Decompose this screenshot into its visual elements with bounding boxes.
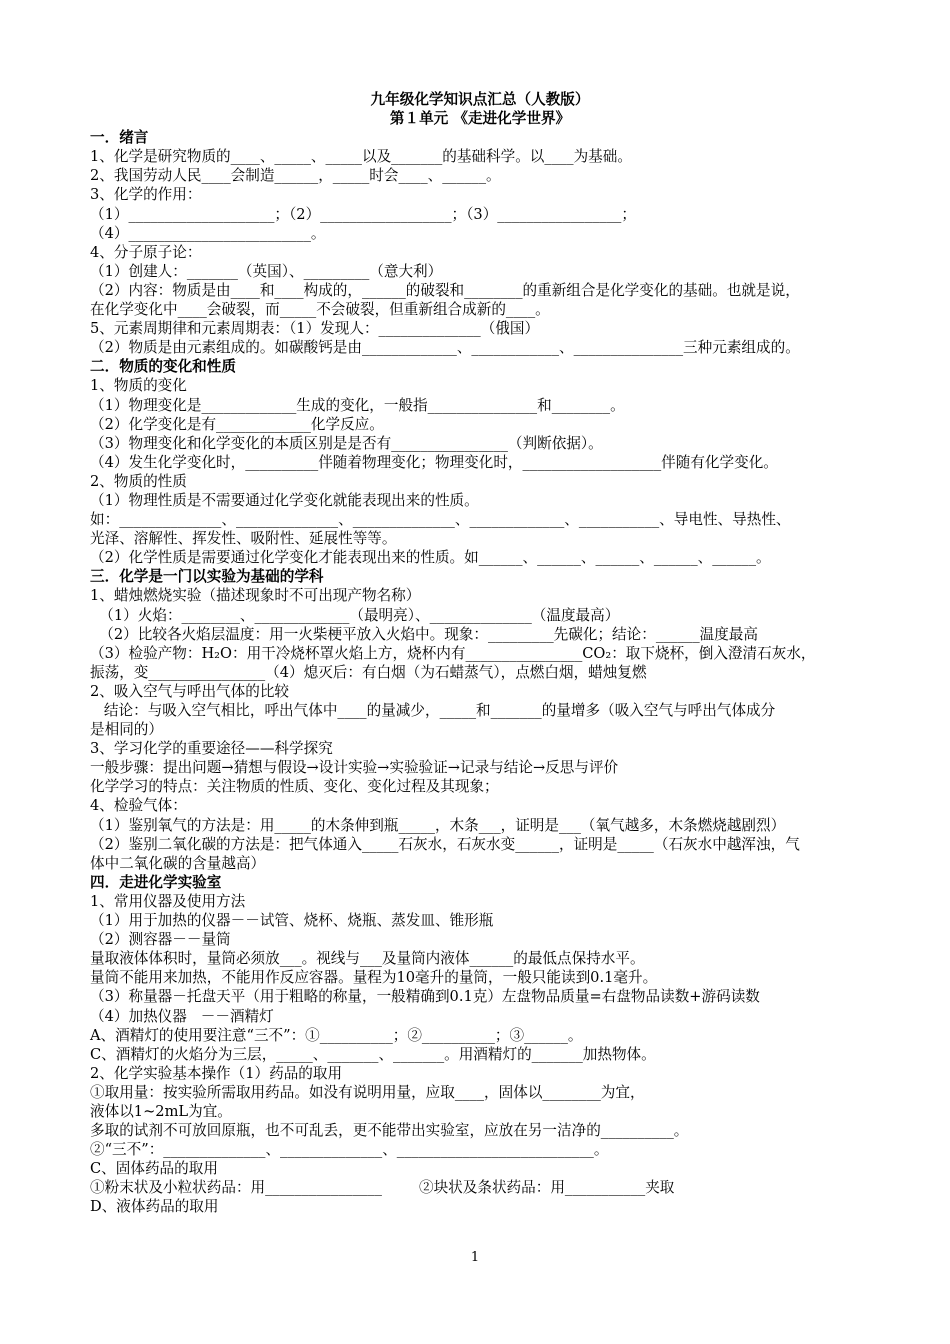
text-line: ②“三不”：______________、______________、___________________________。	[90, 1141, 609, 1159]
document-body	[90, 128, 870, 1216]
text-line: 多取的试剂不可放回原瓶，也不可乱丢，更不能带出实验室，应放在另一洁净的__________。	[90, 1122, 689, 1140]
text-line: 3、学习化学的重要途径——科学探究	[90, 740, 333, 758]
text-line: C、固体药品的取用	[90, 1160, 218, 1178]
section-heading: 一．绪言	[90, 129, 149, 147]
text-line: ①取用量：按实验所需取用药品。如没有说明用量，应取____，固体以________为宜，	[90, 1083, 645, 1101]
text-line: C、酒精灯的火焰分为三层，_____、_______、_______。用酒精灯的_______加热物体。	[90, 1045, 656, 1063]
text-line: （2）化学变化是有_____________化学反应。	[90, 415, 384, 433]
text-line: 液体以1~2mL为宜。	[90, 1102, 232, 1120]
text-line: （2）比较各火焰层温度：用一火柴梗平放入火焰中。现象：_________先碳化；结论：______温度最高	[90, 625, 758, 643]
document-page	[90, 90, 870, 1217]
section-heading: 四．走进化学实验室	[90, 873, 222, 891]
text-line: （1）火焰：________、_____________（最明亮）、______________（温度最高）	[90, 606, 620, 624]
text-line: （2）测容器－－量筒	[90, 931, 231, 949]
text-line: 量筒不能用来加热，不能用作反应容器。量程为10毫升的量筒，一般只能读到0.1毫升。	[90, 969, 658, 987]
text-line: 1、常用仪器及使用方法	[90, 892, 246, 910]
text-line: A、酒精灯的使用要注意“三不”：①__________；②__________；③______。	[90, 1026, 583, 1044]
text-line: （4）_________________________。	[90, 224, 326, 242]
text-line: 1、化学是研究物质的____、_____、_____以及_______的基础科学。以____为基础。	[90, 148, 632, 166]
unit-title: 第１单元 《走进化学世界》	[389, 110, 571, 128]
text-line: （2）化学性质是需要通过化学变化才能表现出来的性质。如______、______、______、______、______。	[90, 549, 771, 567]
text-line: 4、检验气体：	[90, 797, 187, 815]
text-line: （1）物理性质是不需要通过化学变化就能表现出来的性质。	[90, 491, 479, 509]
text-line: 2、化学实验基本操作（1）药品的取用	[90, 1064, 343, 1082]
text-line: （1）物理变化是_____________生成的变化，一般指_______________和________。	[90, 396, 625, 414]
text-line: 如：______________、______________、______________、_____________、___________、导电性、导热性、	[90, 511, 791, 529]
text-line: 体中二氧化碳的含量越高）	[90, 854, 266, 872]
text-line: 1、蜡烛燃烧实验（描述现象时不可出现产物名称）	[90, 587, 421, 605]
text-line: （1）鉴别氧气的方法是：用_____的木条伸到瓶_____，木条___，证明是___（氧气越多，木条燃烧越剧烈）	[90, 816, 786, 834]
text-line: 3、化学的作用：	[90, 186, 202, 204]
text-line: ①粉末状及小粒状药品：用________________ ②块状及条状药品：用___________夹取	[90, 1179, 675, 1197]
text-line: 振荡，变________________（4）熄灭后：有白烟（为石蜡蒸气），点燃白烟，蜡烛复燃	[90, 663, 647, 681]
text-line: 一般步骤：提出问题→猜想与假设→设计实验→实验验证→记录与结论→反思与评价	[90, 759, 619, 777]
text-line: （2）内容：物质是由____和____构成的，______的破裂和________的重新组合是化学变化的基础。也就是说，	[90, 281, 800, 299]
text-line: 光泽、溶解性、挥发性、吸附性、延展性等等。	[90, 530, 397, 548]
text-line: （3）检验产物：H₂O：用干冷烧杯罩火焰上方，烧杯内有________________CO₂：取下烧杯，倒入澄清石灰水，	[90, 644, 816, 662]
text-line: （3）称量器－托盘天平（用于粗略的称量，一般精确到0.1克）左盘物品质量=右盘物品读数+游码读数	[90, 988, 760, 1006]
text-line: （2）鉴别二氧化碳的方法是：把气体通入_____石灰水，石灰水变______，证明是_____（石灰水中越浑浊，气	[90, 835, 800, 853]
text-line: 2、物质的性质	[90, 472, 187, 490]
text-line: （1）____________________；（2）__________________；（3）_________________；	[90, 205, 636, 223]
text-line: 2、吸入空气与呼出气体的比较	[90, 682, 290, 700]
text-line: 2、我国劳动人民____会制造______，_____时会____、______。	[90, 167, 501, 185]
document-title: 九年级化学知识点汇总（人教版）	[370, 91, 590, 108]
section-heading: 三．化学是一门以实验为基础的学科	[90, 568, 324, 586]
section-heading: 二．物质的变化和性质	[90, 358, 236, 376]
text-line: 在化学变化中____会破裂，而_____不会破裂，但重新组合成新的____。	[90, 301, 550, 319]
text-line: D、液体药品的取用	[90, 1198, 219, 1216]
text-line: 1、物质的变化	[90, 377, 187, 395]
text-line: 量取液体体积时，量筒必须放___。视线与___及量筒内液体______的最低点保持水平。	[90, 950, 645, 968]
text-line: 化学学习的特点：关注物质的性质、变化、变化过程及其现象；	[90, 778, 499, 796]
text-line: （1）创建人：_______（英国）、_________（意大利）	[90, 262, 443, 280]
text-line: 5、元素周期律和元素周期表：（1）发现人：______________（俄国）	[90, 320, 540, 338]
text-line: 是相同的）	[90, 721, 163, 739]
page-number: 1	[470, 1250, 480, 1265]
text-line: （4）发生化学变化时，__________伴随着物理变化；物理变化时，___________________伴随有化学变化。	[90, 453, 778, 471]
text-line: 结论：与吸入空气相比，呼出气体中____的量减少，_____和_______的量增多（吸入空气与呼出气体成分	[90, 702, 776, 719]
text-line: （2）物质是由元素组成的。如碳酸钙是由_____________、____________、_______________三种元素组成的。	[90, 339, 800, 357]
text-line: 4、分子原子论：	[90, 243, 202, 261]
text-line: （3）物理变化和化学变化的本质区别是是否有________________（判断依据）。	[90, 434, 603, 452]
text-line: （1）用于加热的仪器－－试管、烧杯、烧瓶、蒸发皿、锥形瓶	[90, 912, 494, 930]
text-line: （4）加热仪器 －－酒精灯	[90, 1007, 274, 1025]
